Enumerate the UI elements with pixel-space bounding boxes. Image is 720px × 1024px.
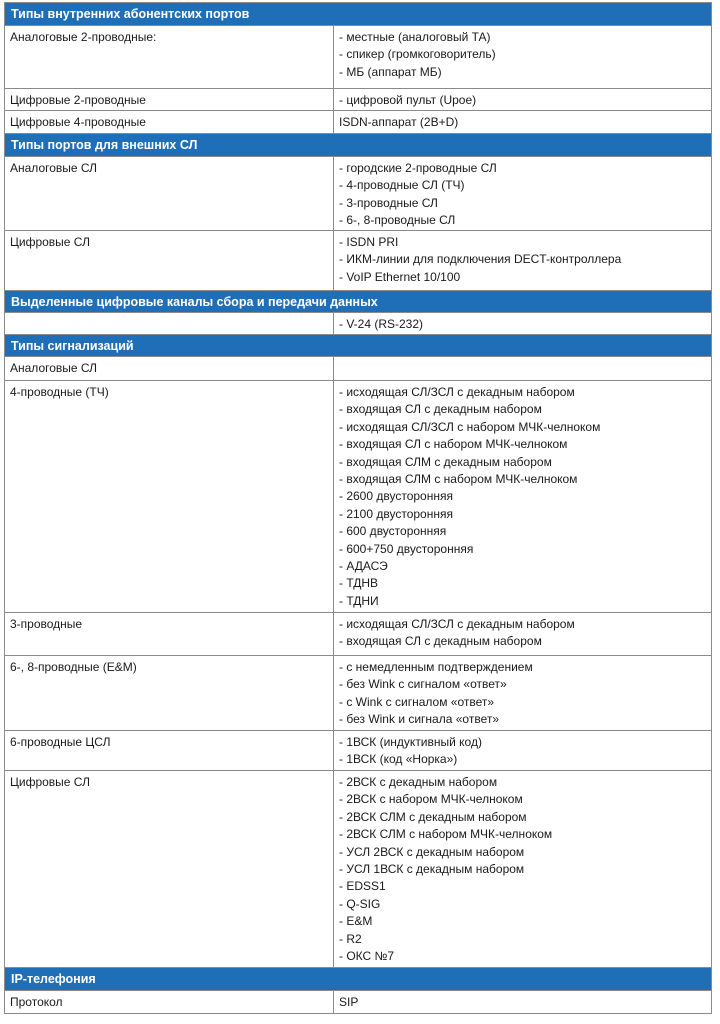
table-row <box>5 656 712 731</box>
row-values <box>334 313 712 334</box>
value-item: - EDSS1 <box>339 879 386 894</box>
value-item: - 3-проводные СЛ <box>339 195 438 210</box>
table-row <box>5 731 712 771</box>
row-values <box>334 357 712 380</box>
row-label <box>5 313 334 334</box>
row-values <box>334 231 712 290</box>
row-label: Цифровые 4-проводные <box>5 111 334 133</box>
value-item: - ОКС №7 <box>339 949 395 964</box>
value-item: - входящая СЛ с декадным набором <box>339 634 542 649</box>
value-item: - без Wink и сигнала «ответ» <box>339 712 500 727</box>
section-header <box>5 3 712 26</box>
row-label: 4-проводные (ТЧ) <box>5 381 334 612</box>
value-item: - Q-SIG <box>339 896 381 911</box>
value-item: - R2 <box>339 931 362 946</box>
section-title: Типы внутренних абонентских портов <box>11 7 250 21</box>
table-row <box>5 313 712 335</box>
value-item: - 4-проводные СЛ (ТЧ) <box>339 178 465 193</box>
table-row <box>5 157 712 231</box>
value-item: - исходящая СЛ/ЗСЛ с набором МЧК-челноком <box>339 419 601 434</box>
row-label: 3-проводные <box>5 613 334 655</box>
row-values <box>334 613 712 655</box>
value-item: - с немедленным подтверждением <box>339 660 533 674</box>
value-item: - 2ВСК СЛМ с декадным набором <box>339 809 527 824</box>
value-item: - спикер (громкоговоритель) <box>339 47 496 62</box>
value-item: - УСЛ 1ВСК с декадным набором <box>339 862 525 877</box>
value-item: - МБ (аппарат МБ) <box>339 64 442 79</box>
value-item: - входящая СЛ с декадным набором <box>339 402 542 417</box>
row-label: Аналоговые СЛ <box>5 357 334 380</box>
value-item: - без Wink с сигналом «ответ» <box>339 677 507 692</box>
table-row <box>5 111 712 134</box>
row-values <box>334 656 712 730</box>
row-values <box>334 157 712 230</box>
value-item: - 1ВСК (индуктивный код) <box>339 735 482 749</box>
row-values <box>334 111 712 133</box>
section-title: Типы портов для внешних СЛ <box>11 138 198 152</box>
row-values <box>334 89 712 110</box>
value-item: - 2100 двусторонняя <box>339 506 453 521</box>
table-row <box>5 613 712 656</box>
spec-table <box>4 2 712 1014</box>
value-item: - входящая СЛМ с декадным набором <box>339 454 552 469</box>
section-header <box>5 968 712 991</box>
value-item: - городские 2-проводные СЛ <box>339 161 497 175</box>
section-header <box>5 335 712 357</box>
row-values <box>334 731 712 770</box>
table-row <box>5 357 712 381</box>
value-item: - 6-, 8-проводные СЛ <box>339 213 456 228</box>
value-item: - входящая СЛ с набором МЧК-челноком <box>339 437 568 452</box>
table-row <box>5 991 712 1014</box>
row-label: Цифровые СЛ <box>5 771 334 967</box>
row-label: 6-, 8-проводные (E&M) <box>5 656 334 730</box>
value-item: - с Wink с сигналом «ответ» <box>339 694 495 709</box>
table-row <box>5 26 712 89</box>
value-item: - ТДНИ <box>339 593 379 608</box>
value-item: - цифровой пульт (Upoe) <box>339 93 477 107</box>
value-item: ISDN-аппарат (2B+D) <box>339 115 459 129</box>
value-item: - исходящая СЛ/ЗСЛ с декадным набором <box>339 617 575 631</box>
value-item: - ИКМ-линии для подключения DECT-контроллера <box>339 252 622 267</box>
table-row <box>5 231 712 291</box>
row-values <box>334 991 712 1013</box>
value-item: - ISDN PRI <box>339 235 399 249</box>
row-values <box>334 26 712 88</box>
row-values <box>334 771 712 967</box>
value-item: - 600+750 двусторонняя <box>339 541 474 556</box>
value-item: - 1ВСК (код «Норка») <box>339 752 458 767</box>
value-item: - VoIP Ethernet 10/100 <box>339 269 461 284</box>
row-label: Протокол <box>5 991 334 1013</box>
value-item: - 2ВСК с набором МЧК-челноком <box>339 792 523 807</box>
value-item: - АДАСЭ <box>339 559 388 574</box>
row-label: Аналоговые 2-проводные: <box>5 26 334 88</box>
value-item: - 2ВСК с декадным набором <box>339 775 498 789</box>
table-row <box>5 89 712 111</box>
section-title: IP-телефония <box>11 972 96 986</box>
row-label: Аналоговые СЛ <box>5 157 334 230</box>
value-item: - входящая СЛМ с набором МЧК-челноком <box>339 472 578 487</box>
row-label: 6-проводные ЦСЛ <box>5 731 334 770</box>
value-item: - 2ВСК СЛМ с набором МЧК-челноком <box>339 827 553 842</box>
table-row <box>5 381 712 613</box>
value-item: - исходящая СЛ/ЗСЛ с декадным набором <box>339 385 575 399</box>
value-item: SIP <box>339 995 359 1009</box>
value-item: - 2600 двусторонняя <box>339 489 453 504</box>
section-header <box>5 291 712 313</box>
row-values <box>334 381 712 612</box>
value-item: - 600 двусторонняя <box>339 524 447 539</box>
value-item: - местные (аналоговый ТА) <box>339 30 491 44</box>
row-label: Цифровые СЛ <box>5 231 334 290</box>
value-item: - УСЛ 2ВСК с декадным набором <box>339 844 525 859</box>
section-title: Выделенные цифровые каналы сбора и передачи данных <box>11 294 378 309</box>
value-item: - ТДНВ <box>339 576 379 591</box>
section-title: Типы сигнализаций <box>11 338 134 353</box>
value-item: - V-24 (RS-232) <box>339 317 424 331</box>
row-label: Цифровые 2-проводные <box>5 89 334 110</box>
value-item: - E&M <box>339 914 373 929</box>
table-row <box>5 771 712 968</box>
section-header <box>5 134 712 157</box>
